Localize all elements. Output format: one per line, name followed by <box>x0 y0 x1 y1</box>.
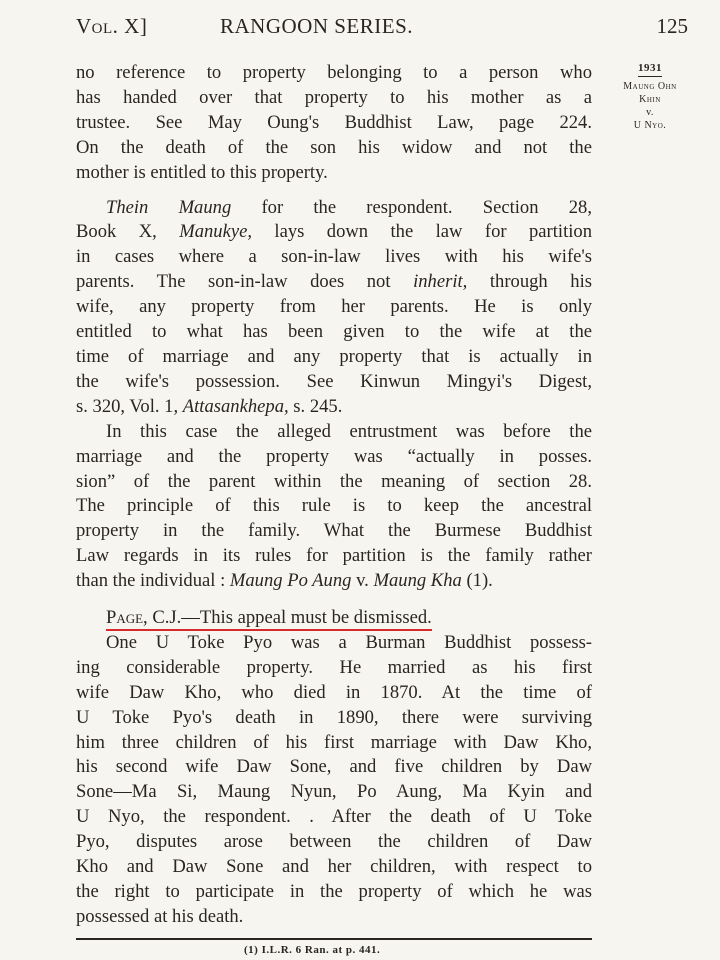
italic-term: inherit, <box>413 271 468 293</box>
text-span: than the individual : <box>76 570 230 592</box>
text-span: —This appeal must be dismissed. <box>181 607 432 629</box>
text-line: marriage and the property was “actually in posses. <box>76 445 592 467</box>
margin-year: 1931 <box>638 62 662 77</box>
text-line: in cases where a son-in-law lives with his wife's <box>76 246 592 268</box>
counsel-name: Thein Maung <box>106 196 232 218</box>
text-line: Pyo, disputes arose between the children of Daw <box>76 831 592 853</box>
text-span: (1). <box>461 570 493 592</box>
judgment-opening <box>76 606 592 631</box>
text-line: him three children of his first marriage with Daw Kho, <box>76 731 592 753</box>
paragraph-respondent-argument <box>76 196 592 420</box>
volume-label: Vol. X] <box>76 14 148 38</box>
text-line <box>76 569 592 594</box>
text-line: ing considerable property. He married as his first <box>76 656 592 678</box>
text-line: On the death of the son his widow and not the <box>76 136 592 158</box>
underlined-judgment-line <box>106 607 432 631</box>
case-name: Maung Po Aung <box>229 570 352 592</box>
text-line: U Toke Pyo's death in 1890, there were surviving <box>76 706 592 728</box>
text-line: U Nyo, the respondent. . After the death of U Toke <box>76 806 592 828</box>
body-text <box>76 61 592 930</box>
italic-term: Manukye, <box>179 221 252 243</box>
text-span: for the respondent. Section 28, <box>231 196 592 218</box>
margin-party-1: Maung Ohn <box>623 81 677 92</box>
text-line: entitled to what has been given to the wife at the <box>76 321 592 343</box>
margin-party-2: Khin <box>639 94 661 105</box>
text-line <box>76 220 592 245</box>
text-line: possessed at his death. <box>76 905 244 927</box>
text-line: One U Toke Pyo was a Burman Buddhist possess- <box>106 631 592 653</box>
margin-versus: v. <box>646 107 654 118</box>
text-span: parents. The son-in-law does not <box>76 271 414 293</box>
text-span: through his <box>467 271 592 293</box>
judge-name: Page, C.J. <box>106 607 182 629</box>
margin-case-reference <box>600 62 700 132</box>
text-line: wife, any property from her parents. He is only <box>76 296 592 318</box>
text-span: Book X, <box>76 221 180 243</box>
paragraph-facts <box>76 631 592 930</box>
text-span: s. 320, Vol. 1, <box>76 395 183 417</box>
footnote: (1) I.L.R. 6 Ran. at p. 441. <box>244 944 381 956</box>
text-line: Sone—Ma Si, Maung Nyun, Po Aung, Ma Kyin and <box>76 781 592 803</box>
text-line: Kho and Daw Sone and her children, with respect to <box>76 856 592 878</box>
paragraph-entrustment <box>76 420 592 594</box>
text-line: The principle of this rule is to keep the ancestral <box>76 495 592 517</box>
text-line: property in the family. What the Burmese Buddhist <box>76 520 592 542</box>
text-span: lays down the law for partition <box>252 221 592 243</box>
text-line: his second wife Daw Sone, and five children by Daw <box>76 756 592 778</box>
text-span: v. <box>351 570 374 592</box>
margin-party-3: U Nyo. <box>633 120 667 131</box>
text-span: s. 245. <box>288 395 343 417</box>
text-line <box>76 270 592 295</box>
text-line: time of marriage and any property that is actually in <box>76 345 592 367</box>
text-line: wife Daw Kho, who died in 1870. At the time of <box>76 681 592 703</box>
text-line: no reference to property belonging to a person who <box>76 62 592 83</box>
italic-term: Attasankhepa, <box>182 395 289 417</box>
text-line <box>76 196 592 221</box>
text-line: mother is entitled to this property. <box>76 161 328 183</box>
text-line: trustee. See May Oung's Buddhist Law, page 224. <box>76 111 592 133</box>
text-line <box>76 395 592 420</box>
text-line: the wife's possession. See Kinwun Mingyi's Digest, <box>76 370 592 392</box>
case-name: Maung Kha <box>373 570 462 592</box>
text-line: has handed over that property to his mother as a <box>76 86 592 108</box>
page-header <box>76 14 696 44</box>
page-number: 125 <box>656 14 688 38</box>
text-line: Law regards in its rules for partition is the family rather <box>76 545 592 567</box>
text-line: the right to participate in the property of which he was <box>76 881 592 902</box>
text-line: sion” of the parent within the meaning of section 28. <box>76 470 592 492</box>
footnote-divider <box>76 938 592 940</box>
text-line: In this case the alleged entrustment was before the <box>106 420 592 442</box>
series-title: RANGOON SERIES. <box>220 14 414 38</box>
paragraph-continuation <box>76 61 592 186</box>
